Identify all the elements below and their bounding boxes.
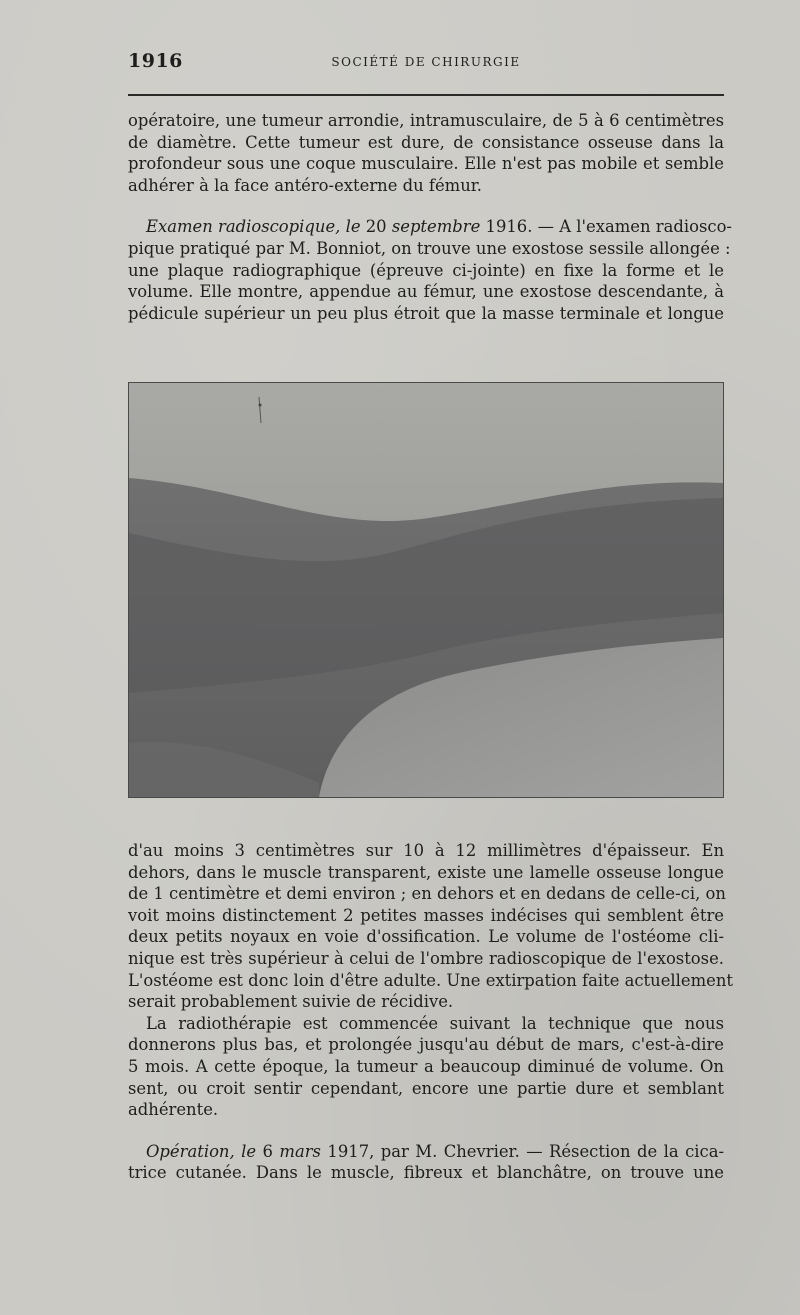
text-line: pédicule supérieur un peu plus étroit que la masse terminale et longue (128, 303, 724, 323)
text-line: volume. Elle montre, appendue au fémur, une exostose descendante, à (128, 282, 724, 302)
text-line-lead (128, 216, 732, 238)
italic-lead-month: mars (279, 1141, 321, 1161)
text-block-top (128, 110, 732, 324)
radiograph-plate (128, 382, 724, 798)
text-line: adhérer à la face antéro-externe du fémur. (128, 175, 482, 195)
paragraph-2 (128, 216, 732, 324)
lead-date-day: 20 (365, 217, 387, 237)
paragraph-5 (128, 1141, 724, 1184)
paragraph-1 (128, 110, 724, 196)
text-line: deux petits noyaux en voie d'ossification. Le volume de l'ostéome cli- (128, 927, 724, 947)
text-line: d'au moins 3 centimètres sur 10 à 12 millimètres d'épaisseur. En (128, 841, 724, 860)
text-line: de diamètre. Cette tumeur est dure, de consistance osseuse dans la (128, 132, 724, 152)
text-line-lead (128, 1141, 724, 1163)
text-line: trice cutanée. Dans le muscle, fibreux et blanchâtre, on trouve une (128, 1163, 724, 1183)
page-header (128, 50, 724, 80)
italic-lead-month: septembre (391, 217, 481, 237)
text-line: donnerons plus bas, et prolongée jusqu'au début de mars, c'est-à-dire (128, 1035, 724, 1055)
lead-date-day: 6 (262, 1141, 273, 1161)
text-line: de 1 centimètre et demi environ ; en dehors et en dedans de celle-ci, on (128, 884, 726, 904)
text-line: La radiothérapie est commencée suivant la technique que nous (146, 1013, 724, 1033)
lead-rest: 1916. — A l'examen radiosco- (485, 217, 732, 237)
text-line: profondeur sous une coque musculaire. Elle n'est pas mobile et semble (128, 154, 724, 174)
paragraph-4 (128, 1013, 724, 1121)
text-line: voit moins distinctement 2 petites masses indécises qui semblent être (128, 905, 724, 925)
text-line: serait probablement suivie de récidive. (128, 992, 454, 1012)
running-head: SOCIÉTÉ DE CHIRURGIE (331, 55, 521, 69)
page-number: 1916 (128, 50, 183, 72)
italic-lead: Examen radioscopique, (146, 217, 341, 237)
text-line: opératoire, une tumeur arrondie, intramusculaire, de 5 à 6 centimètres (128, 111, 724, 130)
text-line: nique est très supérieur à celui de l'ombre radioscopique de l'exostose. (128, 948, 724, 968)
text-line: adhérente. (128, 1100, 219, 1120)
header-rule (128, 94, 724, 96)
text-block-bottom (128, 840, 733, 1184)
italic-lead-le: le (345, 217, 361, 237)
text-line: L'ostéome est donc loin d'être adulte. Une extirpation faite actuellement (128, 970, 733, 990)
lead-rest: 1917, par M. Chevrier. — Résection de la cica- (327, 1141, 725, 1161)
text-line: pique pratiqué par M. Bonniot, on trouve une exostose sessile allongée : (128, 238, 731, 258)
italic-lead: Opération, (146, 1141, 235, 1161)
italic-lead-le: le (241, 1141, 257, 1161)
radiograph-image (129, 383, 723, 797)
text-line: dehors, dans le muscle transparent, existe une lamelle osseuse longue (128, 862, 724, 882)
paragraph-3 (128, 840, 733, 1013)
text-line: une plaque radiographique (épreuve ci-jointe) en fixe la forme et le (128, 260, 724, 280)
text-line: 5 mois. A cette époque, la tumeur a beaucoup diminué de volume. On (128, 1056, 724, 1076)
text-line: sent, ou croit sentir cependant, encore une partie dure et semblant (128, 1078, 724, 1098)
